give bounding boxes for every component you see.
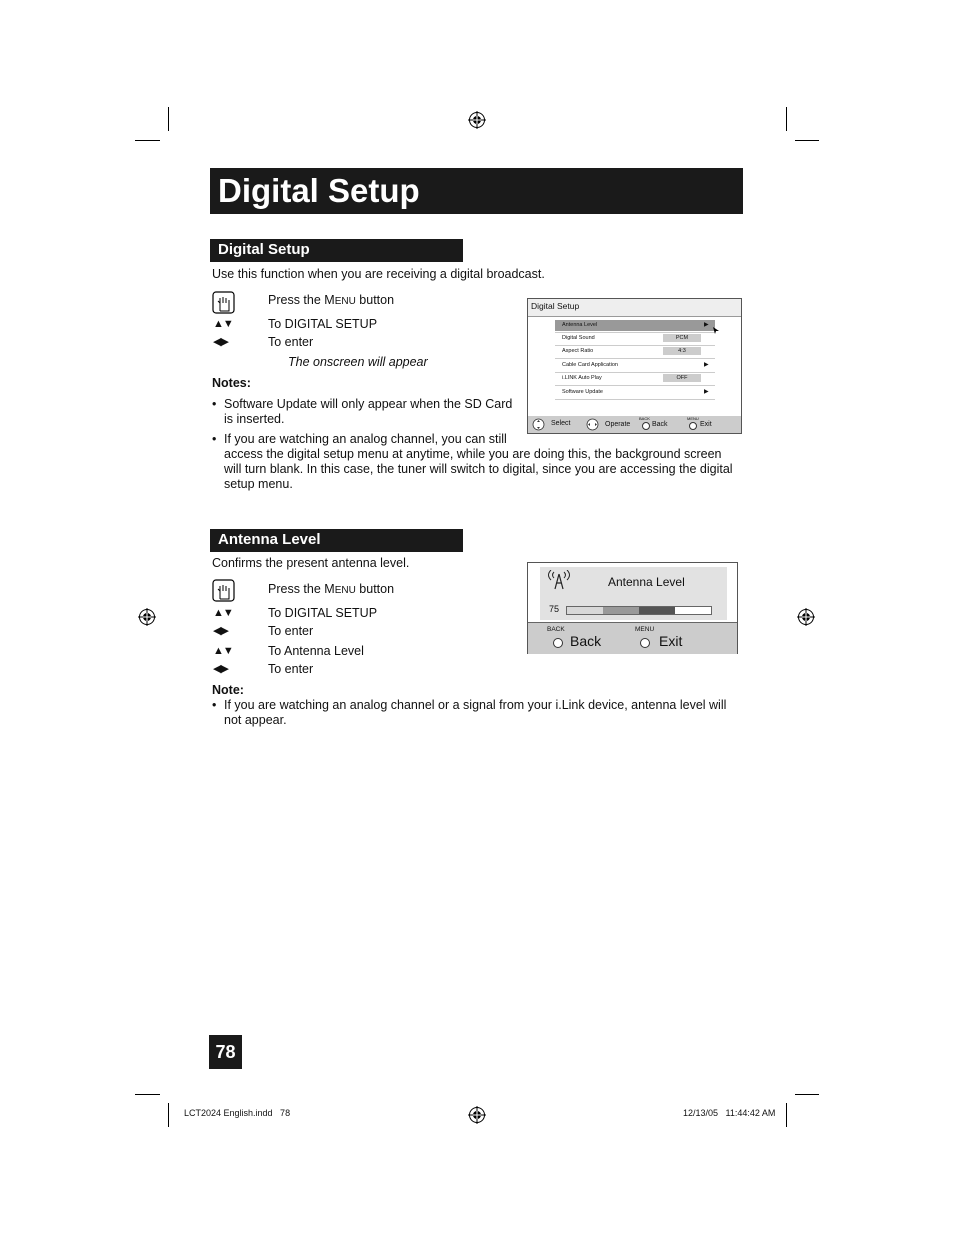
- menu-item-digital-sound[interactable]: Digital Sound PCM: [555, 333, 715, 344]
- page-header: [210, 168, 743, 214]
- page-title: Digital Setup: [218, 172, 420, 209]
- registration-mark-icon: [468, 111, 486, 129]
- antenna-level-screen: [527, 562, 738, 654]
- print-timestamp: 12/13/05 11:44:42 AM: [683, 1108, 776, 1118]
- section-intro: Confirms the present antenna level.: [212, 556, 410, 570]
- section-title: Digital Setup: [218, 241, 310, 258]
- crop-mark: [795, 140, 819, 141]
- screen-footer: [528, 622, 737, 654]
- section-title: Antenna Level: [218, 531, 321, 548]
- back-button-icon[interactable]: [553, 638, 563, 648]
- registration-mark-icon: [797, 608, 815, 626]
- step-text: Press the MENU button: [268, 582, 395, 596]
- up-down-arrows-icon: ▲▼: [213, 645, 233, 657]
- step-text: Press the MENU button: [268, 293, 395, 307]
- section-intro: Use this function when you are receiving a digital broadcast.: [212, 267, 545, 281]
- remote-hand-icon: [212, 291, 236, 315]
- select-dpad-icon: [532, 418, 545, 431]
- list-item: • Software Update will only appear when the SD Card is inserted.: [212, 397, 513, 426]
- screen-title-bar: Digital Setup: [528, 299, 741, 317]
- back-label: Back: [570, 633, 602, 649]
- registration-mark-icon: [138, 608, 156, 626]
- page-number: 78: [209, 1035, 242, 1069]
- menu-item-aspect-ratio[interactable]: Aspect Ratio 4:3: [555, 346, 715, 357]
- left-right-arrows-icon: ◀▶: [213, 625, 228, 637]
- crop-mark: [786, 107, 787, 131]
- select-label: Select: [551, 420, 571, 427]
- antenna-icon: [546, 570, 572, 590]
- notes-heading: Notes:: [212, 376, 251, 390]
- crop-mark: [795, 1094, 819, 1095]
- step-text: To DIGITAL SETUP: [268, 606, 378, 620]
- up-down-arrows-icon: ▲▼: [213, 607, 233, 619]
- back-label: Back: [652, 421, 668, 428]
- menu-item-antenna-level[interactable]: Antenna Level ▶: [555, 320, 715, 331]
- step-text: To enter: [268, 662, 314, 676]
- note-heading: Note:: [212, 683, 244, 697]
- exit-label: Exit: [659, 633, 683, 649]
- screen-footer: [528, 416, 741, 433]
- exit-label: Exit: [700, 421, 712, 428]
- back-button-icon[interactable]: [642, 422, 650, 430]
- menu-item-software-update[interactable]: Software Update ▶: [562, 389, 709, 395]
- up-down-arrows-icon: ▲▼: [213, 318, 233, 330]
- digital-setup-screen: [527, 298, 742, 434]
- step-text: To enter: [268, 624, 314, 638]
- antenna-level-value: 75: [549, 604, 560, 614]
- crop-mark: [168, 107, 169, 131]
- crop-mark: [786, 1103, 787, 1127]
- left-right-arrows-icon: ◀▶: [213, 663, 228, 675]
- list-item: • If you are watching an analog channel or a signal from your i.Link device, antenna level will not appear.: [212, 698, 727, 727]
- menu-list: [555, 320, 715, 400]
- registration-mark-icon: [468, 1106, 486, 1124]
- menu-small-label: MENU: [635, 626, 655, 633]
- remote-hand-icon: [212, 579, 236, 603]
- antenna-level-fill: [567, 607, 675, 614]
- operate-dpad-icon: [586, 418, 599, 431]
- crop-mark: [168, 1103, 169, 1127]
- section-header-antenna-level: [210, 529, 463, 552]
- exit-button-icon[interactable]: [689, 422, 697, 430]
- antenna-level-meter: [566, 606, 712, 615]
- onscreen-note: The onscreen will appear: [288, 355, 428, 369]
- step-text: To enter: [268, 335, 314, 349]
- back-small-label: BACK: [547, 626, 565, 633]
- menu-item-ilink-auto-play[interactable]: i.LINK Auto Play OFF: [555, 373, 715, 384]
- step-text: To Antenna Level: [268, 644, 364, 658]
- print-file-info: LCT2024 English.indd 78: [184, 1108, 291, 1118]
- crop-mark: [135, 1094, 160, 1095]
- list-item: • If you are watching an analog channel, you can still access the digital setup menu at anytime, while you are doing this, the background screen will turn blank. In this case, the tuner will switch to digital, since you are accessing the digital setup menu.: [212, 432, 733, 491]
- back-small-label: BACK: [639, 416, 650, 421]
- step-text: To DIGITAL SETUP: [268, 317, 378, 331]
- antenna-level-title: Antenna Level: [608, 575, 685, 589]
- crop-mark: [135, 140, 160, 141]
- antenna-level-panel: [540, 567, 727, 620]
- pointer-cursor-icon: [712, 326, 720, 335]
- section-header-digital-setup: [210, 239, 463, 262]
- left-right-arrows-icon: ◀▶: [213, 336, 228, 348]
- exit-button-icon[interactable]: [640, 638, 650, 648]
- operate-label: Operate: [605, 421, 631, 428]
- menu-item-cable-card-application[interactable]: Cable Card Application ▶: [562, 362, 709, 368]
- menu-small-label: MENU: [687, 416, 699, 421]
